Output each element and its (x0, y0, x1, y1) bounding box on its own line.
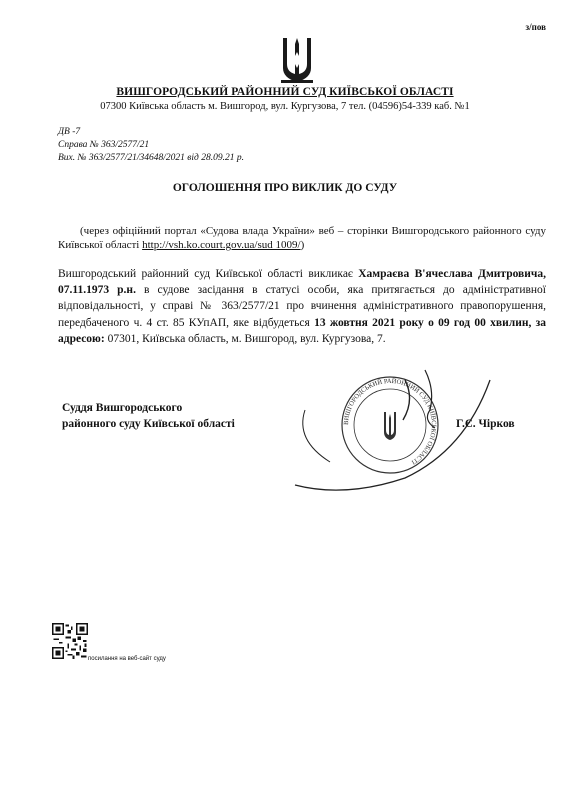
summoned-person: Хамраєва В'ячеслава Дмитровича, 07.11.1973 р.н. (58, 268, 547, 297)
portal-note (58, 224, 546, 252)
svg-text:ВИШГОРОДСЬКИЙ РАЙОННИЙ СУД КИЇ: ВИШГОРОДСЬКИЙ РАЙОННИЙ СУД КИЇВСЬКОЇ ОБЛАСТІ (342, 377, 438, 466)
portal-text: (через офіційний портал «Судова влада України» веб – сторінки Вишгородського районного суду Київської області (58, 225, 546, 251)
judge-name: Г.Є. Чірков (456, 418, 515, 430)
meta-case-number: Справа № 363/2577/21 (58, 140, 150, 150)
hearing-date: 13 жовтня 2021 року о 09 год 00 хвилин, за адресою: (58, 316, 546, 345)
document-meta (58, 126, 244, 165)
document-mark: з/пов (525, 22, 546, 32)
trident-emblem-icon (277, 34, 317, 86)
summons-body (58, 266, 546, 347)
court-address: 07300 Київська область м. Вишгород, вул. Кургузова, 7 тел. (04596)54-339 каб. №1 (100, 101, 470, 112)
qr-caption: посилання на веб-сайт суду (88, 656, 166, 662)
meta-code: ДВ -7 (58, 127, 81, 137)
meta-outgoing-number: Вих. № 363/2577/21/34648/2021 від 28.09.21 р. (58, 153, 244, 163)
qr-code-icon[interactable] (52, 623, 88, 659)
court-name: ВИШГОРОДСЬКИЙ РАЙОННИЙ СУД КИЇВСЬКОЇ ОБЛАСТІ (116, 86, 454, 98)
hearing-address: 07301, Київська область, м. Вишгород, вул. Кургузова, 7. (104, 332, 386, 345)
body-case: в судове засідання в статусі особи, яка притягається до адміністративної відповідальності, у справі № 363/2577/21 про вчинення адміністративного правопорушення, передбаченого ч. 4 ст. 85 КУпАП, яке відбудеться (58, 284, 547, 329)
judge-title-line2: районного суду Київської області (62, 418, 235, 430)
document-title: ОГОЛОШЕННЯ ПРО ВИКЛИК ДО СУДУ (172, 182, 398, 194)
judge-title-line1: Суддя Вишгородського (62, 402, 183, 414)
court-website-link[interactable]: http://vsh.ko.court.gov.ua/sud 1009/ (142, 239, 301, 251)
judge-title (62, 400, 235, 432)
portal-end: ) (300, 239, 305, 251)
body-intro: Вишгородський районний суд Київської області викликає (58, 268, 359, 280)
